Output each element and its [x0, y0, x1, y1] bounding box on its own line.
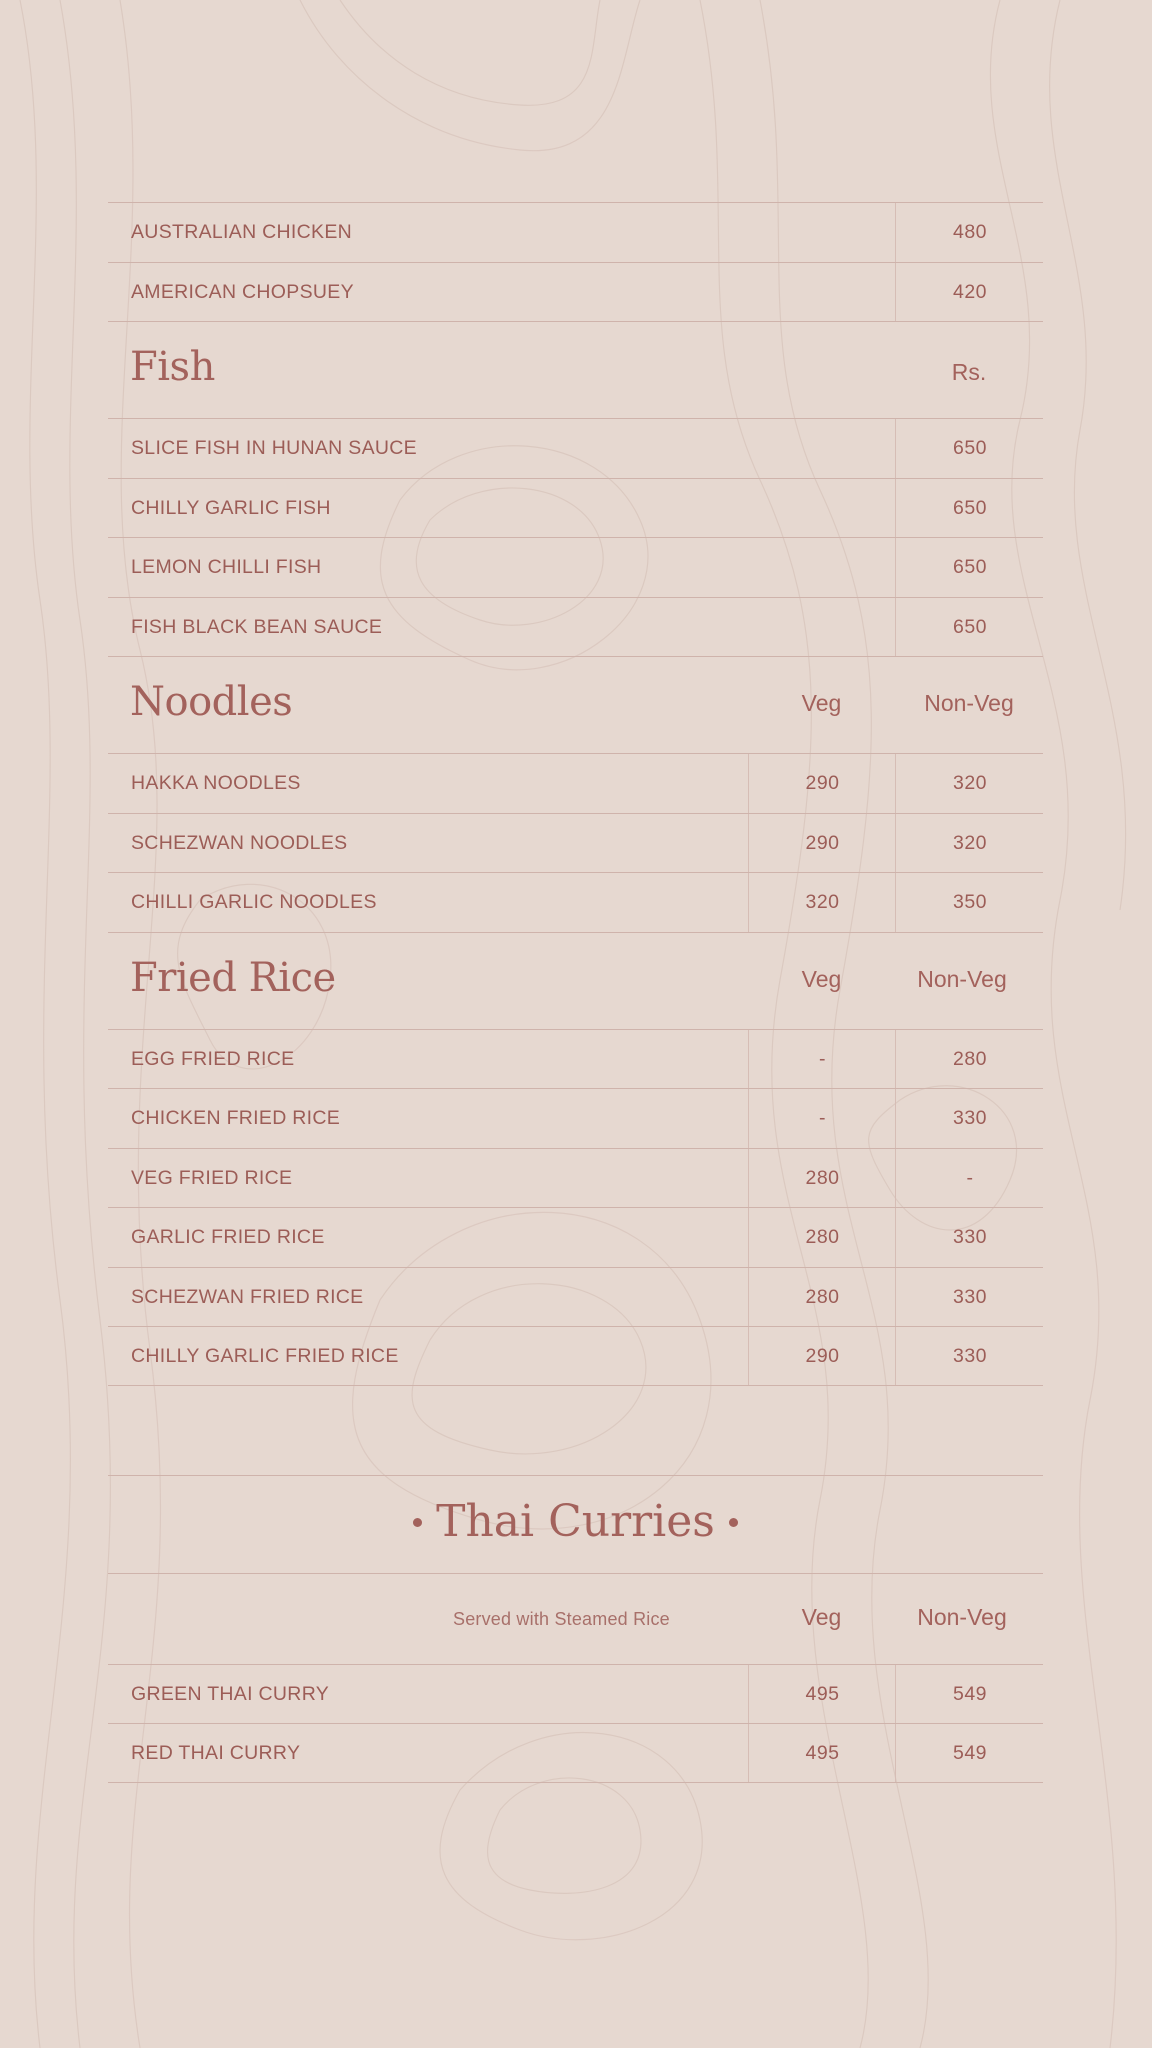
veg-price: 280 — [748, 1268, 896, 1327]
served-with-note: Served with Steamed Rice — [453, 1608, 670, 1629]
nonveg-price: - — [895, 1149, 1044, 1208]
item-price: 420 — [895, 263, 1044, 322]
veg-price: - — [748, 1030, 896, 1089]
item-price: 480 — [895, 203, 1044, 262]
nonveg-column-header: Non-Veg — [924, 690, 1014, 716]
menu-item-row — [108, 262, 1043, 322]
item-name: GARLIC FRIED RICE — [131, 1226, 325, 1248]
item-name: SLICE FISH IN HUNAN SAUCE — [131, 437, 417, 459]
item-price: 650 — [895, 419, 1044, 478]
menu-item-row — [108, 813, 1043, 873]
menu-item-row — [108, 202, 1043, 262]
veg-price: 280 — [748, 1149, 896, 1208]
nonveg-column-header: Non-Veg — [917, 965, 1007, 992]
section-spacer — [108, 1386, 1043, 1475]
menu-item-row — [108, 478, 1043, 538]
veg-price: 280 — [748, 1208, 896, 1267]
nonveg-column-header: Non-Veg — [917, 1603, 1007, 1630]
item-name: AMERICAN CHOPSUEY — [131, 280, 354, 303]
nonveg-price: 330 — [895, 1208, 1044, 1267]
nonveg-price: 350 — [895, 873, 1044, 932]
item-name: CHILLY GARLIC FRIED RICE — [131, 1345, 399, 1367]
item-name: LEMON CHILLI FISH — [131, 556, 322, 578]
item-name: CHILLI GARLIC NOODLES — [131, 891, 377, 913]
veg-price: 495 — [748, 1665, 896, 1724]
veg-price: 320 — [748, 873, 896, 932]
section-header-thai-curries — [108, 1475, 1043, 1573]
nonveg-price: 330 — [895, 1268, 1044, 1327]
nonveg-price: 320 — [895, 814, 1044, 873]
section-header-fish — [108, 321, 1043, 418]
section-title: Fish — [130, 344, 215, 390]
menu-page — [108, 202, 1043, 1783]
veg-price: 290 — [748, 1327, 896, 1385]
menu-item-row — [108, 418, 1043, 478]
menu-item-row — [108, 753, 1043, 813]
menu-item-row — [108, 1207, 1043, 1267]
item-price: 650 — [895, 479, 1044, 538]
section-header-noodles — [108, 656, 1043, 753]
menu-item-row — [108, 872, 1043, 932]
menu-item-row — [108, 1267, 1043, 1327]
nonveg-price: 549 — [895, 1665, 1044, 1724]
menu-item-row — [108, 1029, 1043, 1089]
nonveg-price: 330 — [895, 1089, 1044, 1148]
bullet-dot-icon — [729, 1518, 738, 1527]
menu-item-row — [108, 1664, 1043, 1724]
section-title: Noodles — [130, 679, 293, 725]
item-name: HAKKA NOODLES — [131, 772, 301, 794]
veg-price: 290 — [748, 814, 896, 873]
item-price: 650 — [895, 598, 1044, 657]
item-name: CHICKEN FRIED RICE — [131, 1107, 341, 1129]
nonveg-price: 330 — [895, 1327, 1044, 1385]
item-name: SCHEZWAN FRIED RICE — [131, 1285, 364, 1308]
nonveg-price: 549 — [895, 1724, 1044, 1782]
section-title-text: Thai Curries — [436, 1495, 715, 1547]
veg-price: - — [748, 1089, 896, 1148]
nonveg-price: 280 — [895, 1030, 1044, 1089]
menu-item-row — [108, 597, 1043, 657]
item-name: CHILLY GARLIC FISH — [131, 496, 331, 519]
bullet-dot-icon — [413, 1518, 422, 1527]
thai-curries-subheader — [108, 1573, 1043, 1664]
price-column-header: Rs. — [951, 359, 987, 385]
veg-price: 495 — [748, 1724, 896, 1782]
item-name: RED THAI CURRY — [131, 1742, 301, 1764]
item-name: EGG FRIED RICE — [131, 1047, 295, 1070]
section-title: Fried Rice — [130, 954, 336, 1001]
menu-item-row — [108, 1088, 1043, 1148]
veg-column-header: Veg — [801, 965, 842, 992]
item-name: FISH BLACK BEAN SAUCE — [131, 615, 383, 638]
item-name: VEG FRIED RICE — [131, 1166, 293, 1189]
nonveg-price: 320 — [895, 754, 1044, 813]
menu-item-row — [108, 537, 1043, 597]
menu-item-row — [108, 1723, 1043, 1783]
veg-price: 290 — [748, 754, 896, 813]
menu-item-row — [108, 1326, 1043, 1386]
menu-item-row — [108, 1148, 1043, 1208]
item-name: SCHEZWAN NOODLES — [131, 831, 348, 854]
item-name: GREEN THAI CURRY — [131, 1682, 330, 1705]
item-price: 650 — [895, 538, 1044, 597]
section-header-fried-rice — [108, 932, 1043, 1029]
veg-column-header: Veg — [801, 690, 842, 716]
item-name: AUSTRALIAN CHICKEN — [131, 221, 353, 243]
veg-column-header: Veg — [801, 1603, 842, 1630]
section-title — [108, 1496, 1043, 1547]
